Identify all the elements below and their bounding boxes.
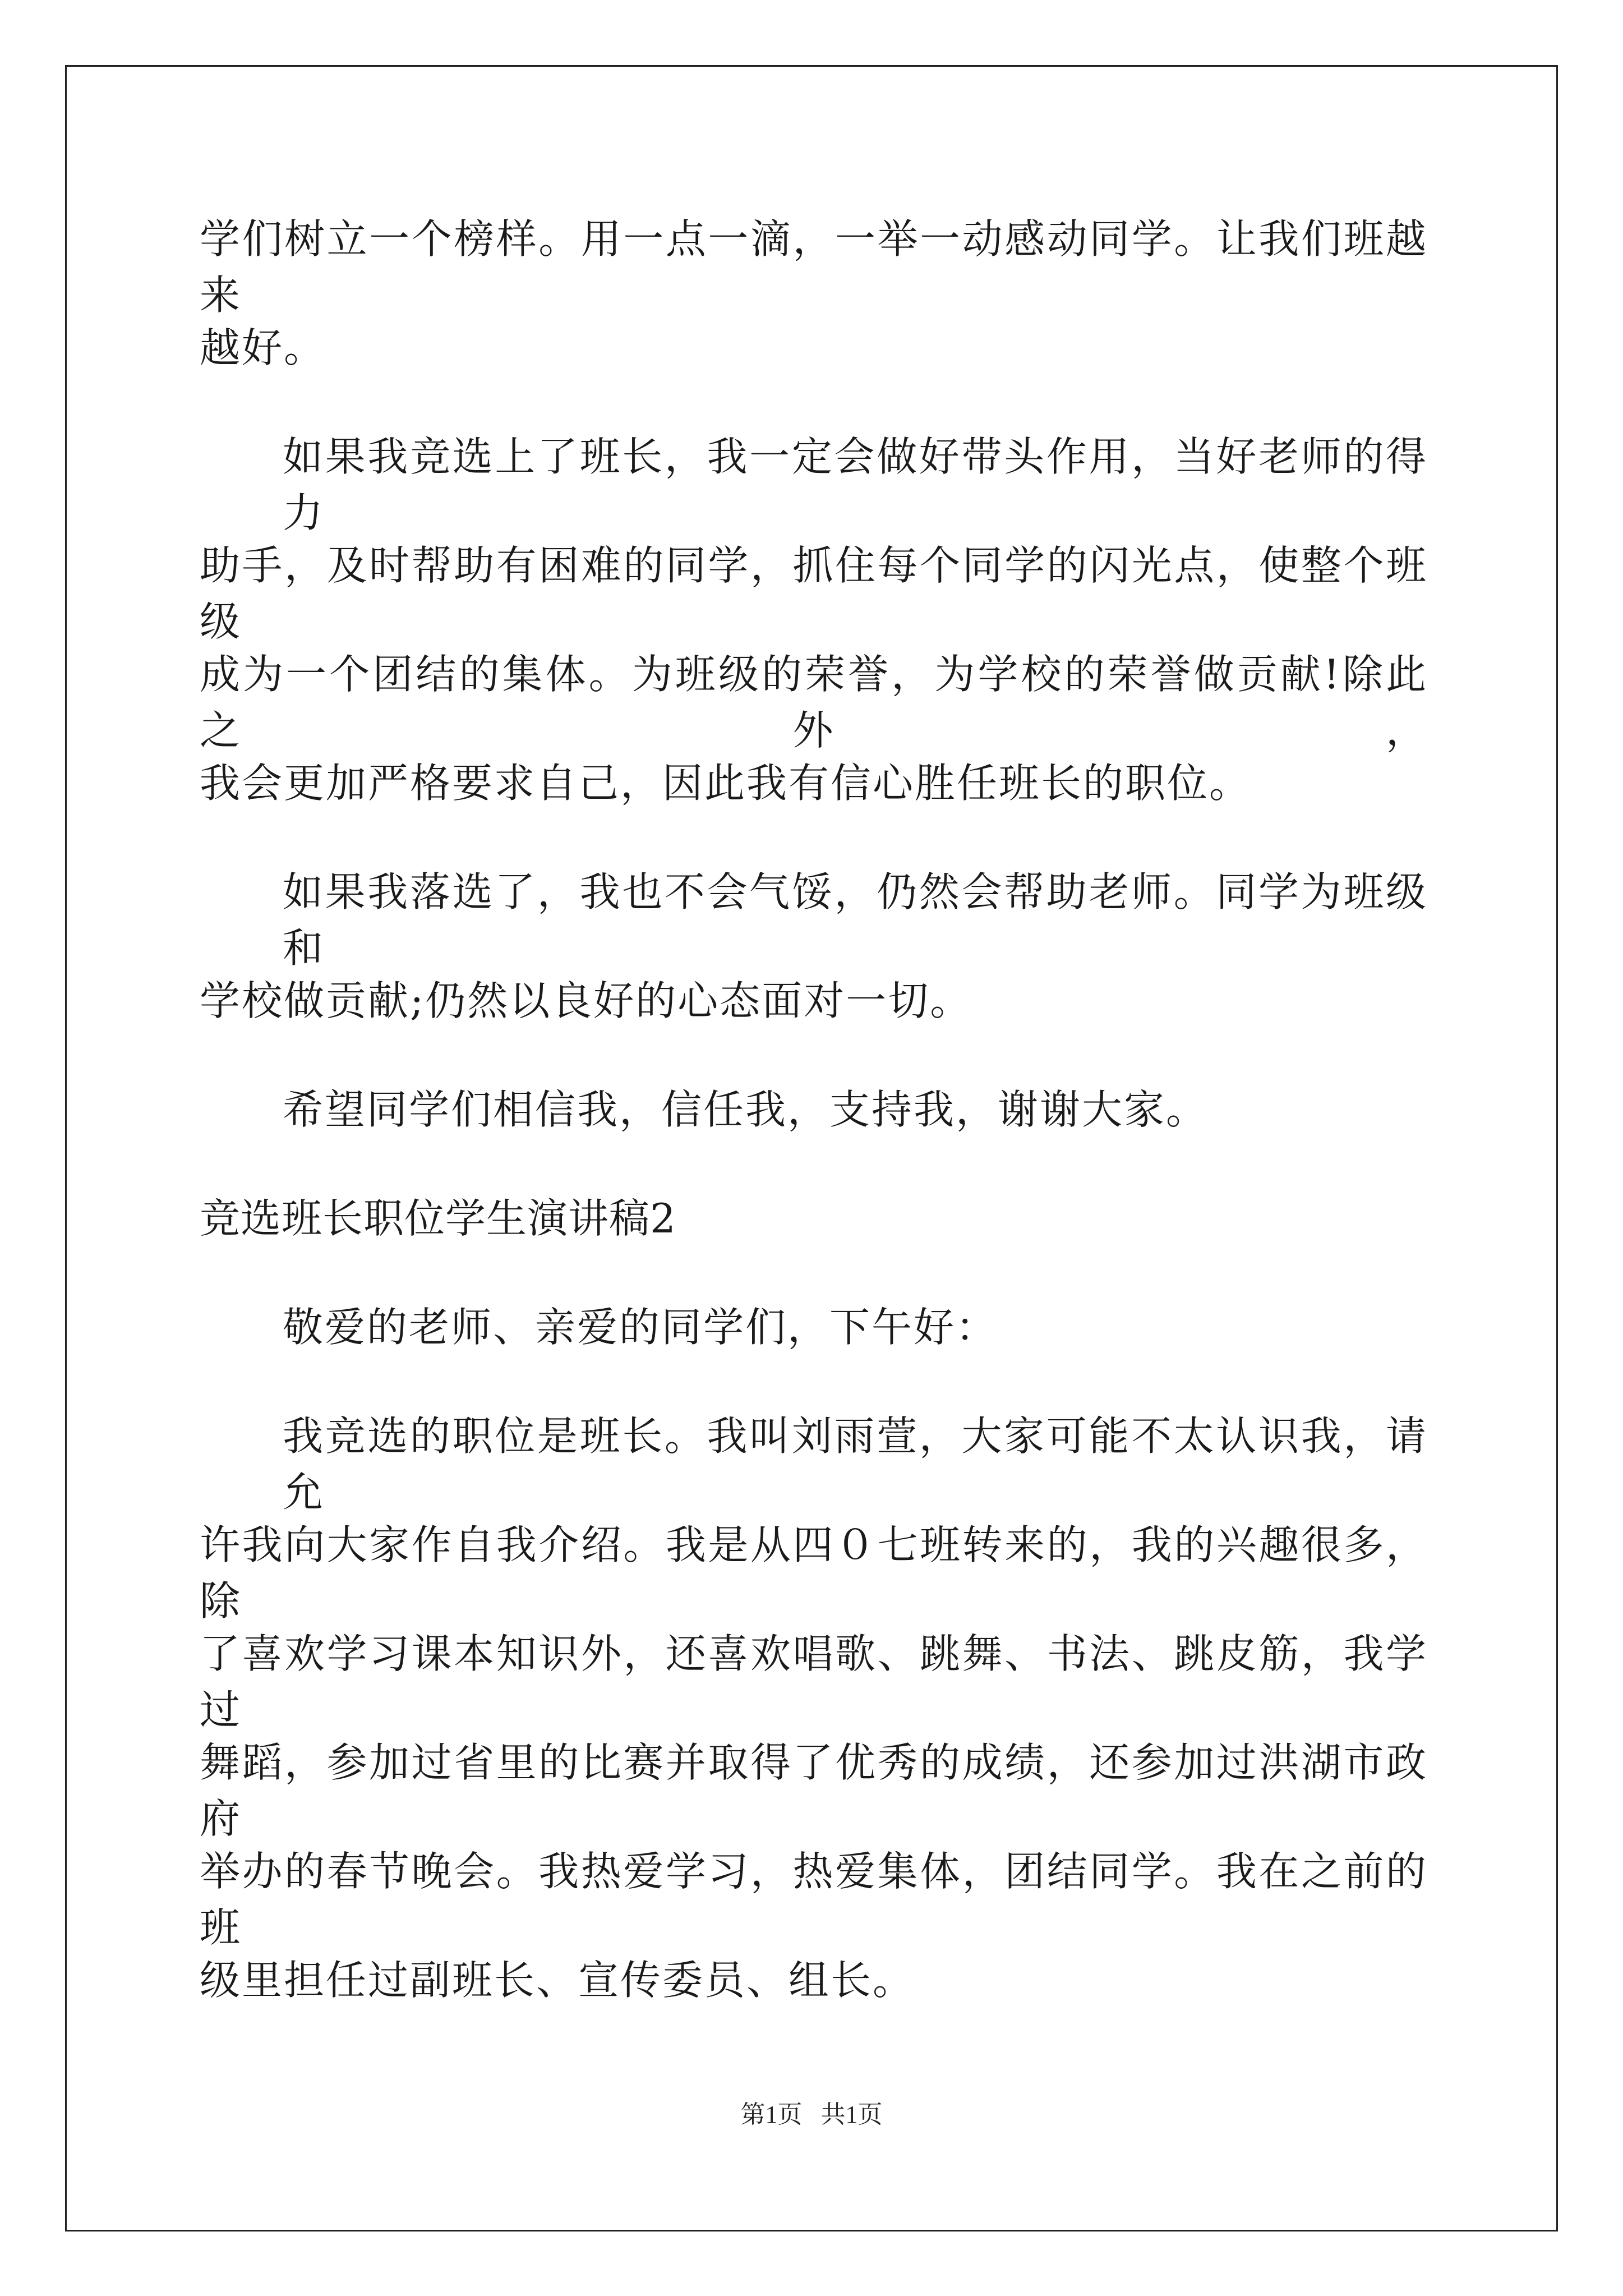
paragraph-first-line: 如果我竞选上了班长，我一定会做好带头作用，当好老师的得力 xyxy=(283,433,1428,536)
text-line: 学们树立一个榜样。用一点一滴，一举一动感动同学。让我们班越来 xyxy=(200,215,1428,319)
text-line: 越好。 xyxy=(200,324,326,371)
salutation: 敬爱的老师、亲爱的同学们，下午好： xyxy=(283,1304,998,1351)
page-footer xyxy=(0,2098,1623,2132)
text-line: 举办的春节晚会。我热爱学习，热爱集体，团结同学。我在之前的班 xyxy=(200,1848,1428,1951)
section-heading: 竞选班长职位学生演讲稿2 xyxy=(200,1195,676,1242)
paragraph-first-line: 我竞选的职位是班长。我叫刘雨萱，大家可能不太认识我，请允 xyxy=(283,1412,1428,1516)
text-line: 级里担任过副班长、宣传委员、组长。 xyxy=(200,1957,915,2004)
paragraph-first-line: 如果我落选了，我也不会气馁，仍然会帮助老师。同学为班级和 xyxy=(283,868,1428,972)
text-line: 成为一个团结的集体。为班级的荣誉，为学校的荣誉做贡献!除此之外， xyxy=(200,651,1428,754)
paragraph-first-line: 希望同学们相信我，信任我，支持我，谢谢大家。 xyxy=(283,1086,1209,1133)
text-line: 许我向大家作自我介绍。我是从四０七班转来的，我的兴趣很多，除 xyxy=(200,1521,1428,1625)
text-line: 助手，及时帮助有困难的同学，抓住每个同学的闪光点，使整个班级 xyxy=(200,542,1428,645)
text-line: 了喜欢学习课本知识外，还喜欢唱歌、跳舞、书法、跳皮筋，我学过 xyxy=(200,1630,1428,1733)
document-body xyxy=(200,211,1428,2061)
text-line: 舞蹈，参加过省里的比赛并取得了优秀的成绩，还参加过洪湖市政府 xyxy=(200,1739,1428,1842)
text-line: 我会更加严格要求自己，因此我有信心胜任班长的职位。 xyxy=(200,760,1252,807)
page-number: 第1页 共1页 xyxy=(740,2101,883,2128)
text-line: 学校做贡献;仍然以良好的心态面对一切。 xyxy=(200,977,972,1024)
